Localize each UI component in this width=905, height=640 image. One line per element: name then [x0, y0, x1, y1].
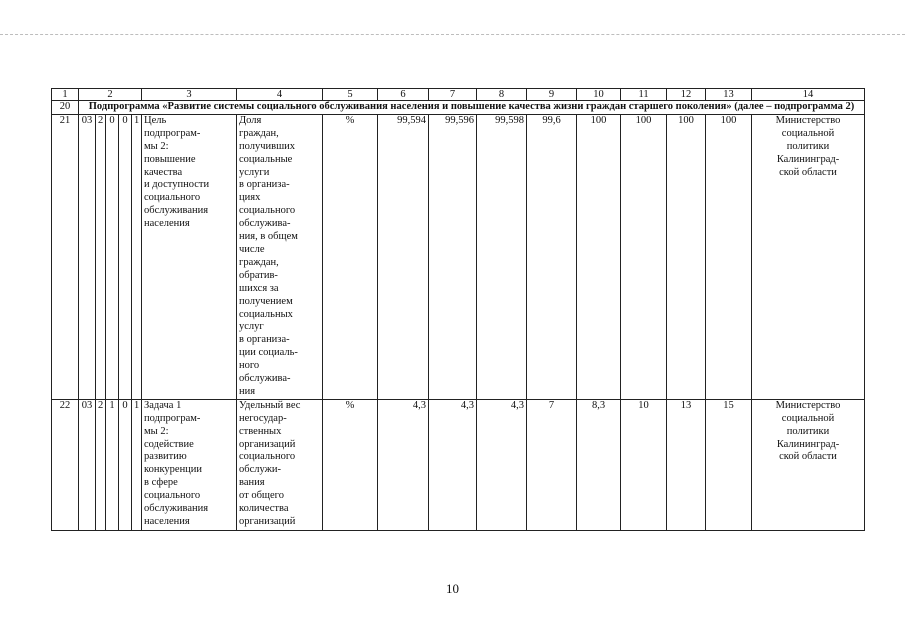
- value-cell: 10: [621, 399, 667, 530]
- value-cell: 4,3: [429, 399, 477, 530]
- header-cell: 13: [706, 89, 752, 101]
- value-cell: 99,596: [429, 114, 477, 399]
- unit-cell: %: [323, 399, 378, 530]
- code-cell: 0: [119, 114, 132, 399]
- header-cell: 11: [621, 89, 667, 101]
- value-cell: 99,6: [527, 114, 577, 399]
- value-cell: 4,3: [378, 399, 429, 530]
- value-cell: 99,594: [378, 114, 429, 399]
- header-cell: 8: [477, 89, 527, 101]
- indicator-name: Доля граждан, получивших социальные услуги в организа- циях социального обслужива- ния, в общем числе граждан, обратив- шихся за получением социальных услуг в организа- ции социаль- ного обслужива- ния: [237, 114, 323, 399]
- code-cell: 1: [106, 399, 119, 530]
- code-cell: 2: [96, 399, 106, 530]
- value-cell: 100: [706, 114, 752, 399]
- value-cell: 4,3: [477, 399, 527, 530]
- header-cell: 2: [79, 89, 142, 101]
- header-cell: 10: [577, 89, 621, 101]
- executor-cell: Министерство социальной политики Калининград- ской области: [752, 114, 865, 399]
- code-cell: 0: [106, 114, 119, 399]
- header-cell: 6: [378, 89, 429, 101]
- unit-cell: %: [323, 114, 378, 399]
- header-cell: 3: [142, 89, 237, 101]
- page-number: 10: [446, 581, 459, 596]
- value-cell: 15: [706, 399, 752, 530]
- header-cell: 4: [237, 89, 323, 101]
- value-cell: 8,3: [577, 399, 621, 530]
- subprogram-row: [52, 101, 865, 115]
- value-cell: 100: [577, 114, 621, 399]
- value-cell: 99,598: [477, 114, 527, 399]
- value-cell: 7: [527, 399, 577, 530]
- column-number-row: [52, 89, 865, 101]
- scan-edge-line: [0, 34, 905, 35]
- goal-name: Цель подпрограм- мы 2: повышение качества и доступности социального обслуживания населения: [142, 114, 237, 399]
- executor-cell: Министерство социальной политики Калининград- ской области: [752, 399, 865, 530]
- subprogram-title: Подпрограмма «Развитие системы социального обслуживания населения и повышение качества жизни граждан старшего поколения» (далее – подпрограмма 2): [79, 101, 865, 115]
- row-number: 22: [52, 399, 79, 530]
- value-cell: 100: [621, 114, 667, 399]
- code-cell: 03: [79, 399, 96, 530]
- header-cell: 1: [52, 89, 79, 101]
- header-cell: 9: [527, 89, 577, 101]
- table-row: [52, 399, 865, 530]
- table-row: [52, 114, 865, 399]
- row-number: 20: [52, 101, 79, 115]
- code-cell: 0: [119, 399, 132, 530]
- code-cell: 1: [132, 399, 142, 530]
- indicator-name: Удельный вес негосудар- ственных организаций социального обслужи- вания от общего количества организаций: [237, 399, 323, 530]
- value-cell: 100: [667, 114, 706, 399]
- code-cell: 1: [132, 114, 142, 399]
- code-cell: 2: [96, 114, 106, 399]
- header-cell: 7: [429, 89, 477, 101]
- header-cell: 5: [323, 89, 378, 101]
- code-cell: 03: [79, 114, 96, 399]
- value-cell: 13: [667, 399, 706, 530]
- header-cell: 14: [752, 89, 865, 101]
- row-number: 21: [52, 114, 79, 399]
- indicators-table: [51, 88, 865, 531]
- task-name: Задача 1 подпрограм- мы 2: содействие развитию конкуренции в сфере социального обслуживания населения: [142, 399, 237, 530]
- header-cell: 12: [667, 89, 706, 101]
